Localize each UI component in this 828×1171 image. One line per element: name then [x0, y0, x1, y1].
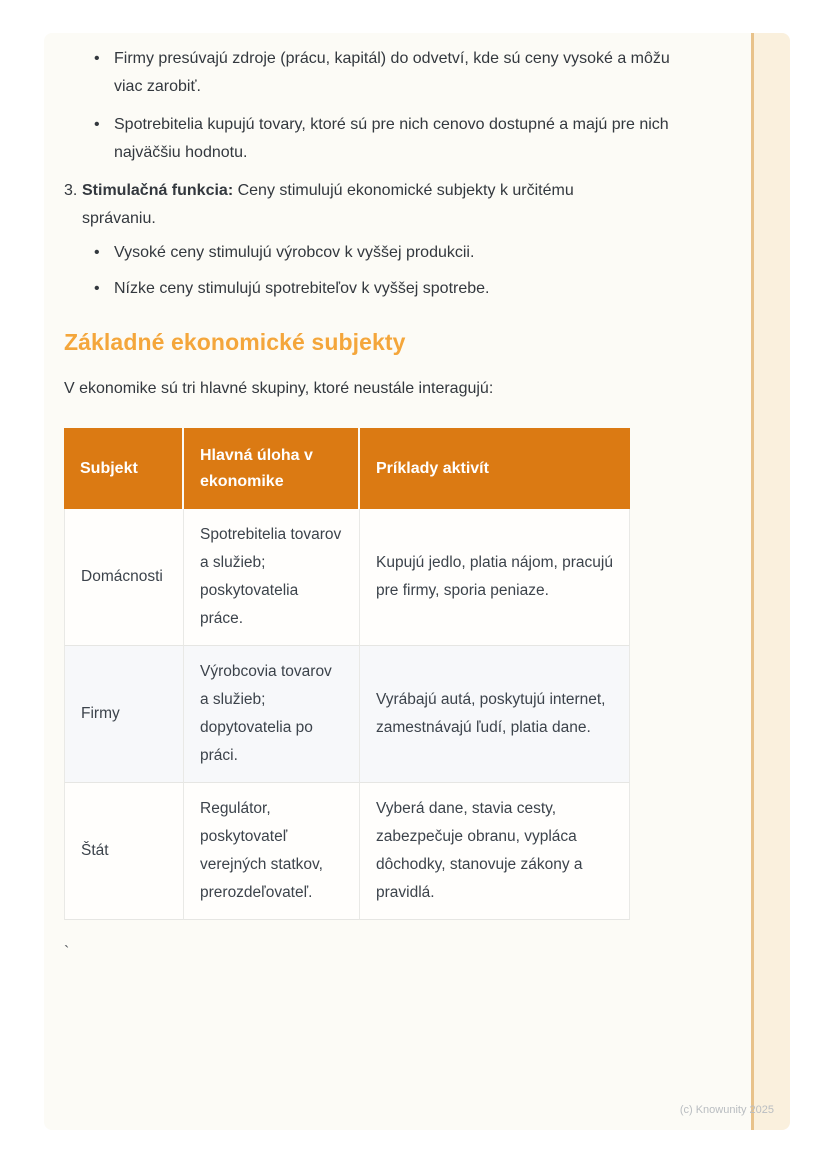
list-item — [94, 45, 684, 101]
numbered-item-bold-lead: Stimulačná funkcia: — [82, 182, 234, 199]
cell-subjekt: Firmy — [64, 646, 184, 783]
cell-uloha: Regulátor, poskytovateľ verejných statkov, prerozdeľovateľ. — [184, 783, 360, 920]
cell-priklady: Vyrábajú autá, poskytujú internet, zamestnávajú ľudí, platia dane. — [360, 646, 630, 783]
numbered-list-item — [64, 177, 684, 233]
table-row — [64, 646, 630, 783]
bullet-icon: • — [94, 50, 100, 67]
list-item — [94, 239, 684, 267]
intro-paragraph: V ekonomike sú tri hlavné skupiny, ktoré neustále interagujú: — [64, 380, 494, 397]
list-item-text: Nízke ceny stimulujú spotrebiteľov k vyššej spotrebe. — [114, 280, 490, 297]
list-item-text: Spotrebitelia kupujú tovary, ktoré sú pre nich cenovo dostupné a majú pre nich najväčšiu hodnotu. — [114, 116, 669, 161]
table-row — [64, 783, 630, 920]
bullet-icon: • — [94, 116, 100, 133]
column-header-subjekt: Subjekt — [64, 428, 184, 509]
copyright-watermark: (c) Knowunity 2025 — [679, 1104, 774, 1116]
page-edge-accent-strip — [751, 33, 790, 1130]
list-item-text: Vysoké ceny stimulujú výrobcov k vyššej produkcii. — [114, 244, 475, 261]
table-header-row — [64, 428, 630, 509]
cell-priklady: Kupujú jedlo, platia nájom, pracujú pre firmy, sporia peniaze. — [360, 509, 630, 646]
column-header-priklady: Príklady aktivít — [360, 428, 630, 509]
top-bullet-list — [94, 45, 684, 167]
cell-uloha: Spotrebitelia tovarov a služieb; poskytovatelia práce. — [184, 509, 360, 646]
numbered-item-text — [82, 177, 642, 233]
list-number: 3. — [64, 182, 78, 199]
numbered-item-rest: Ceny stimulujú ekonomické subjekty k určitému správaniu. — [82, 182, 574, 227]
list-item — [94, 111, 684, 167]
table-body — [64, 509, 630, 920]
document-page — [44, 33, 790, 1130]
table-header — [64, 428, 630, 509]
document-content — [44, 33, 684, 962]
cell-subjekt: Domácnosti — [64, 509, 184, 646]
bullet-icon: • — [94, 280, 100, 297]
bullet-icon: • — [94, 244, 100, 261]
cell-uloha: Výrobcovia tovarov a služieb; dopytovatelia po práci. — [184, 646, 360, 783]
list-item-text: Firmy presúvajú zdroje (prácu, kapitál) do odvetví, kde sú ceny vysoké a môžu viac zarobiť. — [114, 50, 670, 95]
economic-subjects-table — [64, 428, 630, 920]
sub-bullet-list — [94, 239, 684, 303]
stray-backtick-char: ` — [64, 944, 70, 961]
cell-priklady: Vyberá dane, stavia cesty, zabezpečuje obranu, vypláca dôchodky, stanovuje zákony a pravidlá. — [360, 783, 630, 920]
section-heading: Základné ekonomické subjekty — [64, 329, 406, 355]
column-header-uloha: Hlavná úloha v ekonomike — [184, 428, 360, 509]
list-item — [94, 275, 684, 303]
table-row — [64, 509, 630, 646]
cell-subjekt: Štát — [64, 783, 184, 920]
